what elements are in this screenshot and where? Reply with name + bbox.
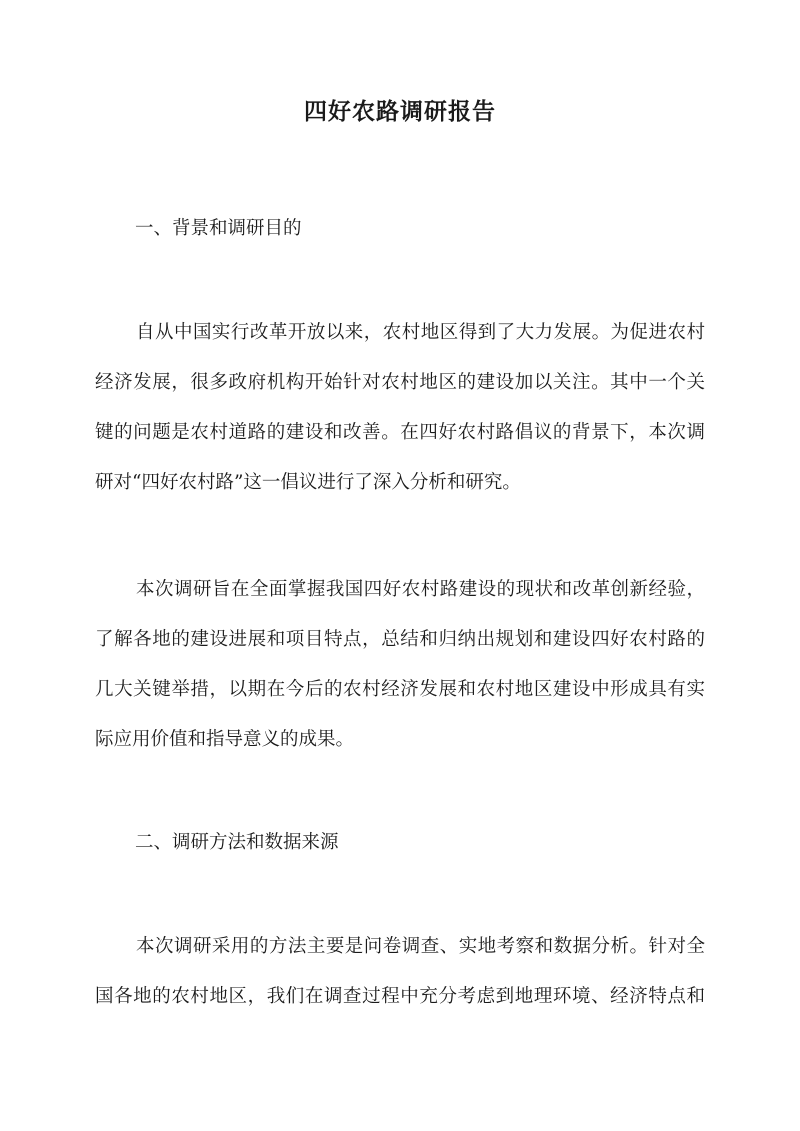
paragraph-line: 本次调研旨在全面掌握我国四好农村路建设的现状和改革创新经验， [136,579,705,600]
paragraph-line: 经济发展，很多政府机构开始针对农村地区的建设加以关注。其中一个关 [95,372,705,393]
paragraph-background-2 [95,575,705,775]
paragraph-line: 了解各地的建设进展和项目特点，总结和归纳出规划和建设四好农村路的 [95,629,705,650]
paragraph-background-1 [95,318,705,518]
paragraph-methods-1 [95,932,705,1032]
section-heading-background: 一、背景和调研目的 [135,218,302,239]
paragraph-line: 键的问题是农村道路的建设和改善。在四好农村路倡议的背景下，本次调 [95,422,705,443]
section-heading-methods: 二、调研方法和数据来源 [135,832,339,853]
document-title: 四好农路调研报告 [304,98,496,125]
paragraph-line: 自从中国实行改革开放以来，农村地区得到了大力发展。为促进农村 [136,322,705,343]
paragraph-line: 本次调研采用的方法主要是问卷调查、实地考察和数据分析。针对全 [136,936,705,957]
paragraph-line: 际应用价值和指导意义的成果。 [95,729,355,750]
paragraph-line: 国各地的农村地区，我们在调查过程中充分考虑到地理环境、经济特点和 [95,986,705,1007]
paragraph-line: 几大关键举措，以期在今后的农村经济发展和农村地区建设中形成具有实 [95,679,705,700]
paragraph-line: 研对“四好农村路”这一倡议进行了深入分析和研究。 [95,472,521,493]
